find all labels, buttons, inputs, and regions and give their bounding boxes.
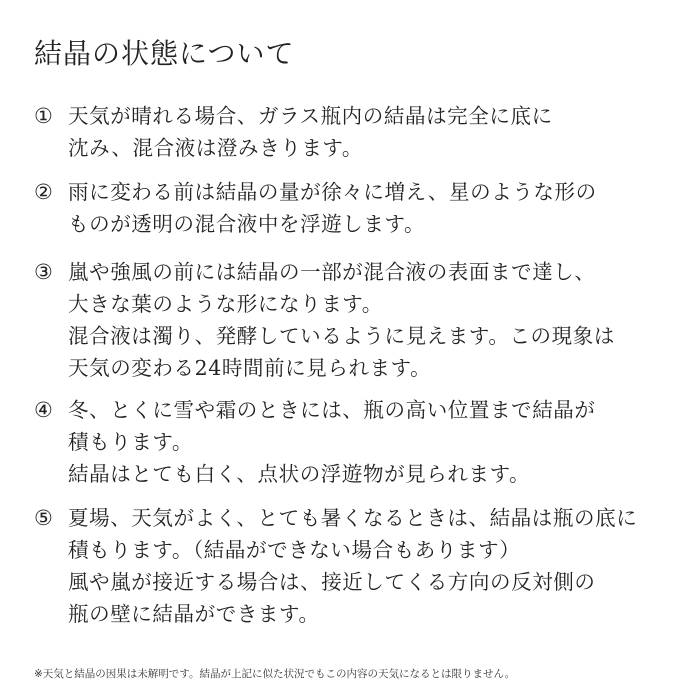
- item-line: 混合液は濁り、発酵しているように見えます。この現象は: [68, 324, 615, 348]
- item-line: 夏場、天気がよく、とても暑くなるときは、結晶は瓶の底に: [68, 506, 638, 530]
- item-text: [68, 256, 698, 384]
- item-number: ③: [34, 260, 53, 284]
- page-title: 結晶の状態について: [34, 37, 295, 70]
- item-line: 風や嵐が接近する場合は、接近してくる方向の反対側の: [68, 570, 596, 594]
- item-line: 天気の変わる24時間前に見られます。: [68, 356, 432, 380]
- item-text: [68, 176, 698, 240]
- item-text: [68, 100, 698, 164]
- item-text: [68, 502, 698, 630]
- item-number: ⑤: [34, 506, 53, 530]
- item-number: ④: [34, 398, 53, 422]
- item-line: 結晶はとても白く、点状の浮遊物が見られます。: [68, 462, 531, 486]
- item-line: 天気が晴れる場合、ガラス瓶内の結晶は完全に底に: [68, 104, 553, 128]
- item-line: 大きな葉のような形になります。: [68, 292, 383, 316]
- item-line: 雨に変わる前は結晶の量が徐々に増え、星のような形の: [68, 180, 597, 204]
- item-line: 瓶の壁に結晶ができます。: [68, 602, 320, 626]
- item-text: [68, 394, 698, 490]
- item-line: ものが透明の混合液中を浮遊します。: [68, 212, 426, 236]
- item-line: 積もります。: [68, 430, 193, 454]
- item-number: ①: [34, 104, 53, 128]
- item-number: ②: [34, 180, 53, 204]
- item-line: 沈み、混合液は澄みきります。: [68, 136, 363, 160]
- item-line: 嵐や強風の前には結晶の一部が混合液の表面まで達し、: [68, 260, 596, 284]
- item-line: 積もります。（結晶ができない場合もあります）: [68, 538, 521, 562]
- footnote: ※天気と結晶の因果は未解明です。結晶が上記に似た状況でもこの内容の天気になるとは限りません。: [34, 668, 516, 680]
- item-line: 冬、とくに雪や霜のときには、瓶の高い位置まで結晶が: [68, 398, 596, 422]
